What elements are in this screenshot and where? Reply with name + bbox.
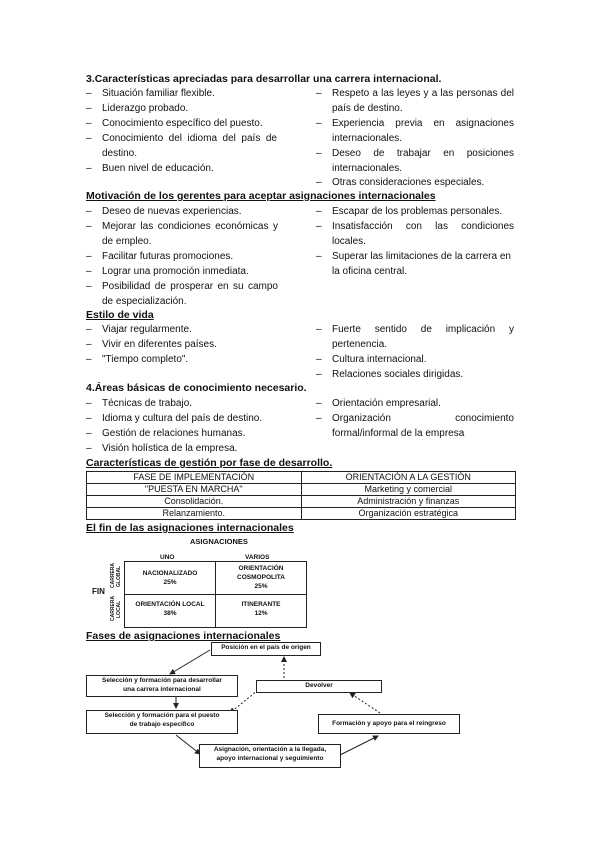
table-cell: Consolidación. xyxy=(87,496,302,508)
table-header: ORIENTACIÓN A LA GESTIÓN xyxy=(301,472,516,484)
selection-job-box: Selección y formación para el puesto de trabajo específico xyxy=(86,710,238,734)
row1-label: CARRERA GLOBAL xyxy=(110,563,122,589)
management-title: Características de gestión por fase de desarrollo. xyxy=(86,457,333,469)
section4-title: 4.Áreas básicas de conocimiento necesario. xyxy=(86,382,307,394)
asignaciones-label: ASIGNACIONES xyxy=(190,537,248,546)
end-title: El fin de las asignaciones internacionales xyxy=(86,522,294,534)
matrix-cell: NACIONALIZADO 25% xyxy=(142,570,198,586)
col-uno-label: UNO xyxy=(160,554,175,561)
table-cell: Marketing y comercial xyxy=(301,484,516,496)
table-header: FASE DE IMPLEMENTACIÓN xyxy=(87,472,302,484)
col-varios-label: VARIOS xyxy=(245,554,270,561)
fin-label: FIN xyxy=(92,587,105,596)
table-cell: Organización estratégica xyxy=(301,508,516,520)
matrix-cell: ITINERANTE 12% xyxy=(241,601,281,617)
lifestyle-title: Estilo de vida xyxy=(86,309,154,321)
reentry-box: Formación y apoyo para el reingreso xyxy=(318,714,460,734)
return-box: Devolver xyxy=(256,680,382,693)
section3-title: 3.Características apreciadas para desarrollar una carrera internacional. xyxy=(86,73,442,85)
selection-career-box: Selección y formación para desarrollar una carrera internacional xyxy=(86,675,238,697)
row2-label: CARRERA LOCAL xyxy=(110,596,122,622)
motivation-title: Motivación de los gerentes para aceptar asignaciones internacionales xyxy=(86,190,436,202)
origin-box: Posición en el país de origen xyxy=(211,642,321,656)
table-cell: Relanzamiento. xyxy=(87,508,302,520)
assignment-box: Asignación, orientación a la llegada, apoyo internacional y seguimiento xyxy=(199,744,341,768)
table-cell: "PUESTA EN MARCHA" xyxy=(87,484,302,496)
table-cell: Administración y finanzas xyxy=(301,496,516,508)
matrix-cell: ORIENTACIÓN COSMOPOLITA 25% xyxy=(237,565,285,590)
phases-title: Fases de asignaciones internacionales xyxy=(86,630,281,642)
matrix-cell: ORIENTACIÓN LOCAL 38% xyxy=(135,601,205,617)
